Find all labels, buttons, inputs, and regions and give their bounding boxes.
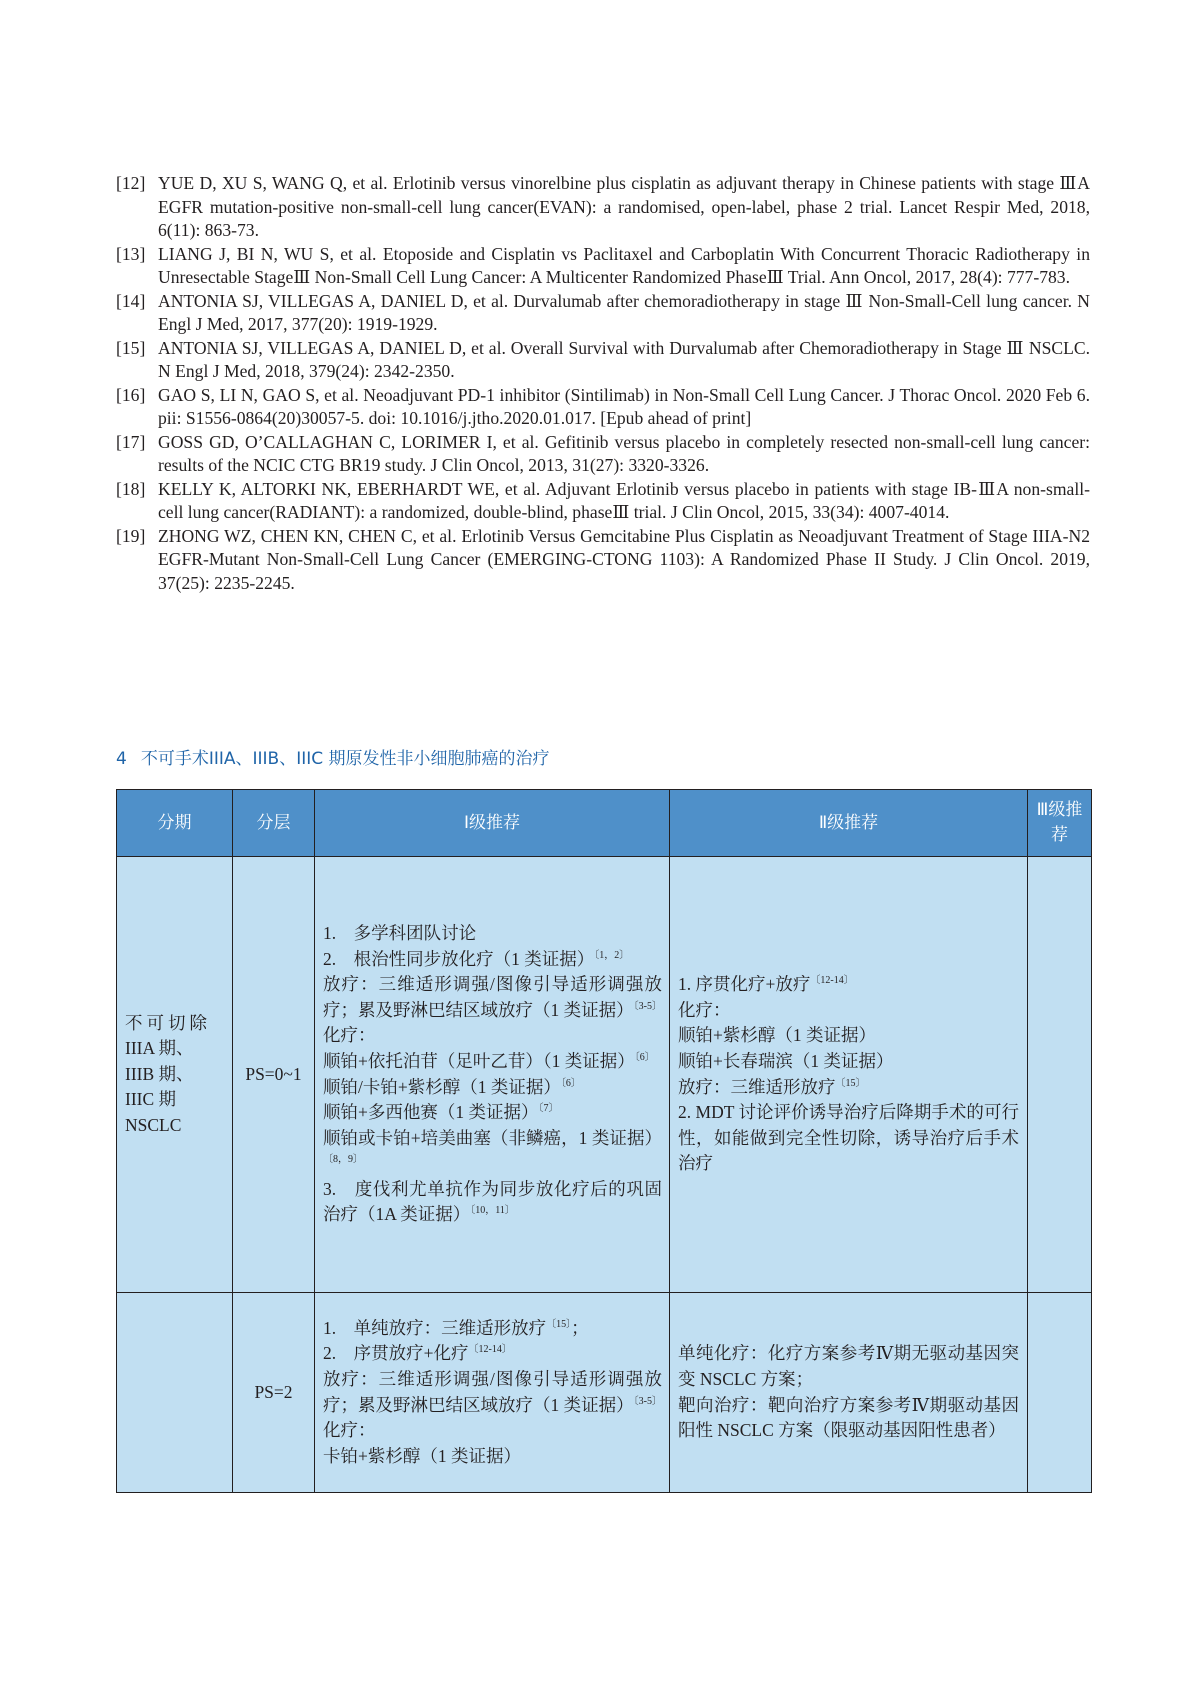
level2-cell — [670, 857, 1028, 1293]
reference-text: LIANG J, BI N, WU S, et al. Etoposide and Cisplatin vs Paclitaxel and Carboplatin With Concurrent Thoracic Radiotherapy in Unresectable StageⅢ Non-Small Cell Lung Cancer: A Multicenter Randomized PhaseⅢ Trial. Ann Oncol, 2017, 28(4): 777-783. — [158, 243, 1090, 287]
chemotherapy-regimen: 顺铂+依托泊苷（足叶乙苷）（1 类证据）$^{〔6〕}$ — [323, 1050, 655, 1071]
reference-item — [116, 172, 1090, 243]
chemotherapy-regimen: 顺铂+紫杉醇（1 类证据） — [678, 1025, 876, 1046]
header-level1: Ⅰ级推荐 — [315, 790, 670, 857]
recommendation-item: 2. 根治性同步放化疗（1 类证据）$^{〔1,2〕}$ — [323, 948, 630, 969]
stage-line: IIIC 期 — [125, 1089, 177, 1110]
reference-list — [116, 172, 1090, 595]
chemotherapy-regimen: 顺铂+长春瑞滨（1 类证据） — [678, 1050, 894, 1071]
header-level3: Ⅲ级推荐 — [1028, 790, 1092, 857]
chemotherapy-regimen: 顺铂或卡铂+培美曲塞（非鳞癌，1 类证据）$^{〔8,9〕}$ — [323, 1127, 662, 1166]
reference-text: YUE D, XU S, WANG Q, et al. Erlotinib versus vinorelbine plus cisplatin as adjuvant therapy in Chinese patients with stage ⅢA EGFR mutation-positive non-small-cell lung cancer(EVAN): a randomised, open-label, phase 2 trial. Lancet Respir Med, 2018, 6(11): 863-73. — [158, 173, 1090, 240]
level1-cell — [315, 1293, 670, 1493]
layer-cell: PS=2 — [233, 1293, 315, 1493]
header-stage: 分期 — [117, 790, 233, 857]
chemotherapy-label: 化疗： — [323, 1025, 376, 1046]
recommendation-table — [116, 789, 1092, 1493]
radiotherapy-text: 放疗：三维适形调强/图像引导适形调强放疗；累及野淋巴结区域放疗（1 类证据）$^{〔3-5〕}$ — [323, 1368, 662, 1415]
chemotherapy-regimen: 顺铂+多西他赛（1 类证据）$^{〔7〕}$ — [323, 1102, 559, 1123]
reference-item — [116, 525, 1090, 596]
section-number: 4 — [116, 749, 127, 769]
recommendation-item: 1. 序贯化疗+放疗$^{〔12-14〕}$ — [678, 974, 854, 995]
stage-cell — [117, 857, 233, 1293]
citation: 〔6〕 — [634, 1051, 655, 1063]
section-heading — [116, 744, 550, 769]
stage-cell — [117, 1293, 233, 1493]
recommendation-item: 2. 序贯放疗+化疗$^{〔12-14〕}$ — [323, 1343, 512, 1364]
header-layer: 分层 — [233, 790, 315, 857]
targeted-therapy-option: 靶向治疗：靶向治疗方案参考Ⅳ期驱动基因阳性 NSCLC 方案（限驱动基因阳性患者） — [678, 1394, 1019, 1441]
citation: 〔1，2〕 — [594, 949, 630, 961]
citation: 〔8，9〕 — [323, 1154, 363, 1166]
recommendation-item: 1. 多学科团队讨论 — [323, 922, 477, 943]
reference-text: GOSS GD, O’CALLAGHAN C, LORIMER I, et al. Gefitinib versus placebo in completely resected non-small-cell lung cancer: results of the NCIC CTG BR19 study. J Clin Oncol, 2013, 31(27): 3320-3326. — [158, 431, 1090, 475]
reference-text: ANTONIA SJ, VILLEGAS A, DANIEL D, et al. Overall Survival with Durvalumab after Chemoradiotherapy in Stage Ⅲ NSCLC. N Engl J Med, 2018, 379(24): 2342-2350. — [158, 337, 1090, 381]
reference-text: GAO S, LI N, GAO S, et al. Neoadjuvant PD-1 inhibitor (Sintilimab) in Non-Small Cell Lung Cancer. J Thorac Oncol. 2020 Feb 6. pii: S1556-0864(20)30057-5. doi: 10.1016/j.jtho.2020.01.017. [Epub ahead of print] — [158, 384, 1090, 428]
level3-cell — [1028, 1293, 1092, 1493]
reference-text: KELLY K, ALTORKI NK, EBERHARDT WE, et al. Adjuvant Erlotinib versus placebo in patients with stage IB-ⅢA non-small-cell lung cancer(RADIANT): a randomized, double-blind, phaseⅢ trial. J Clin Oncol, 2015, 33(34): 4007-4014. — [158, 478, 1090, 522]
citation: 〔3-5〕 — [633, 1000, 662, 1012]
stage-line: IIIA 期、 — [125, 1038, 194, 1059]
reference-number: [18] — [116, 478, 146, 499]
header-level2: Ⅱ级推荐 — [670, 790, 1028, 857]
level2-cell — [670, 1293, 1028, 1493]
reference-number: [15] — [116, 337, 146, 358]
reference-number: [13] — [116, 243, 146, 264]
radiotherapy-text: 放疗：三维适形调强/图像引导适形调强放疗；累及野淋巴结区域放疗（1 类证据）$^{〔3-5〕}$ — [323, 974, 662, 1020]
reference-number: [12] — [116, 173, 146, 193]
radiotherapy-text: 放疗：三维适形放疗$^{〔15〕}$ — [678, 1076, 866, 1097]
level1-cell — [315, 857, 670, 1293]
stage-line: IIIB 期、 — [125, 1063, 194, 1084]
recommendation-item: 3. 度伐利尤单抗作为同步放化疗后的巩固治疗（1A 类证据）$^{〔10,11〕}$ — [323, 1178, 662, 1225]
recommendation-item: 2. MDT 讨论评价诱导治疗后降期手术的可行性，如能做到完全性切除，诱导治疗后手术治疗 — [678, 1102, 1019, 1174]
chemotherapy-label: 化疗： — [678, 999, 731, 1020]
table-row — [117, 857, 1092, 1293]
citation: 〔12-14〕 — [810, 975, 854, 987]
reference-number: [19] — [116, 525, 146, 546]
chemotherapy-label: 化疗： — [323, 1420, 376, 1441]
reference-item — [116, 243, 1090, 290]
chemotherapy-regimen: 顺铂/卡铂+紫杉醇（1 类证据）$^{〔6〕}$ — [323, 1076, 581, 1097]
citation: 〔10，11〕 — [470, 1205, 515, 1217]
chemotherapy-regimen: 卡铂+紫杉醇（1 类证据） — [323, 1445, 521, 1466]
reference-number: [17] — [116, 431, 146, 452]
reference-item — [116, 431, 1090, 478]
stage-line: 不可切除 — [125, 1012, 211, 1033]
reference-text: ZHONG WZ, CHEN KN, CHEN C, et al. Erlotinib Versus Gemcitabine Plus Cisplatin as Neoadjuvant Treatment of Stage IIIA-N2 EGFR-Mutant Non-Small-Cell Lung Cancer (EMERGING-CTONG 1103): A Randomized Phase II Study. J Clin Oncol. 2019, 37(25): 2235-2245. — [158, 525, 1090, 593]
reference-item — [116, 290, 1090, 337]
reference-number: [14] — [116, 290, 146, 311]
section-title: 不可手术IIIA、IIIB、IIIC 期原发性非小细胞肺癌的治疗 — [140, 749, 550, 769]
table-row — [117, 1293, 1092, 1493]
reference-number: [16] — [116, 384, 146, 405]
citation: 〔15〕 — [546, 1318, 572, 1330]
reference-item — [116, 478, 1090, 525]
level3-cell — [1028, 857, 1092, 1293]
table-header-row — [117, 790, 1092, 857]
citation: 〔12-14〕 — [468, 1344, 512, 1356]
reference-text: ANTONIA SJ, VILLEGAS A, DANIEL D, et al. Durvalumab after chemoradiotherapy in stage Ⅲ Non-Small-Cell lung cancer. N Engl J Med, 2017, 377(20): 1919-1929. — [158, 290, 1090, 334]
recommendation-item: 1. 单纯放疗：三维适形放疗$^{〔15〕}$； — [323, 1317, 589, 1338]
reference-item — [116, 337, 1090, 384]
citation: 〔7〕 — [538, 1103, 559, 1115]
reference-item — [116, 384, 1090, 431]
citation: 〔6〕 — [560, 1077, 581, 1089]
citation: 〔15〕 — [835, 1077, 866, 1089]
citation: 〔3-5〕 — [633, 1395, 662, 1407]
layer-cell: PS=0~1 — [233, 857, 315, 1293]
stage-line: NSCLC — [125, 1114, 182, 1135]
chemotherapy-option: 单纯化疗：化疗方案参考Ⅳ期无驱动基因突变 NSCLC 方案； — [678, 1343, 1019, 1389]
